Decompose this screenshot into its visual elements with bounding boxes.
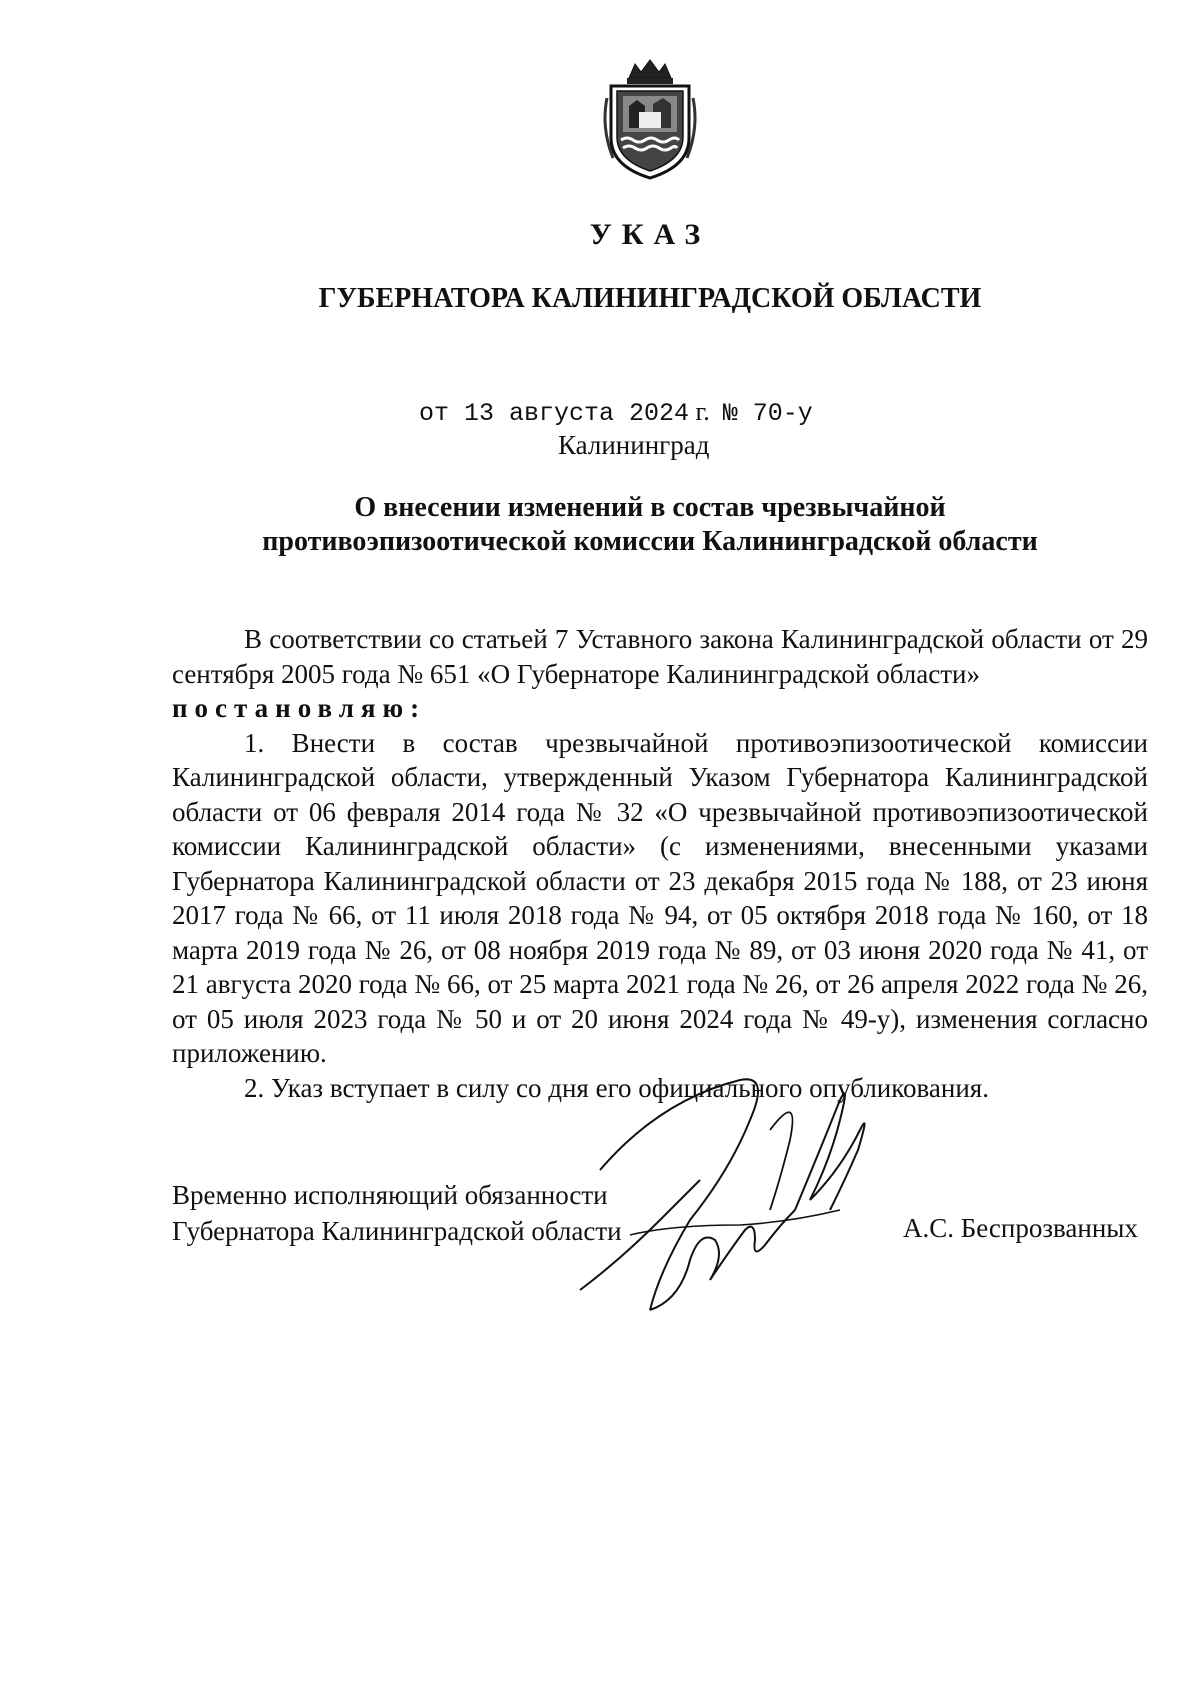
subject-line-1: О внесении изменений в состав чрезвычайной [354, 492, 946, 523]
document-date: от 13 августа 2024 [419, 399, 690, 428]
year-suffix: г. [695, 397, 710, 426]
signatory-position-line-1: Временно исполняющий обязанности [172, 1180, 608, 1210]
document-body [172, 622, 1148, 1105]
document-city: Калининград [558, 430, 710, 460]
document-subject [0, 491, 1200, 559]
signatory-position-line-2: Губернатора Калининградской области [172, 1216, 622, 1246]
document-number: № 70-у [722, 399, 813, 428]
issuing-authority: ГУБЕРНАТОРА КАЛИНИНГРАДСКОЙ ОБЛАСТИ [318, 283, 982, 314]
document-type: УКАЗ [589, 218, 711, 251]
signatory-name: А.С. Беспрозванных [903, 1213, 1138, 1243]
date-number-line [419, 397, 813, 428]
decree-word: постановляю: [172, 693, 427, 723]
decree-item-1: 1. Внести в состав чрезвычайной противоэпизоотической комиссии Калининградской области, утвержденный Указом Губернатора Калининградской области от 06 февраля 2014 года № 32 «О чрезвычайной противоэпизоотической комиссии Калининградской области» (с изменениями, внесенными указами Губернатора Калининградской области от 23 декабря 2015 года № 188, от 23 июня 2017 года № 66, от 11 июля 2018 года № 94, от 05 октября 2018 года № 160, от 18 марта 2019 года № 26, от 08 ноября 2019 года № 89, от 03 июня 2020 года № 41, от 21 августа 2020 года № 66, от 25 марта 2021 года № 26, от 26 апреля 2022 года № 26, от 05 июля 2023 года № 50 и от 20 июня 2024 года № 49-у), изменения согласно приложению. [172, 727, 1148, 1068]
preamble-paragraph: В соответствии со статьей 7 Уставного закона Калининградской области от 29 сентября 2005 года № 651 «О Губернаторе Калининградской области» [172, 624, 1148, 689]
kaliningrad-coat-of-arms-icon [599, 58, 701, 180]
decree-item-2: 2. Указ вступает в силу со дня его официального опубликования. [244, 1072, 989, 1103]
handwritten-signature [540, 1060, 940, 1360]
subject-line-2: противоэпизоотической комиссии Калининградской области [262, 526, 1038, 557]
